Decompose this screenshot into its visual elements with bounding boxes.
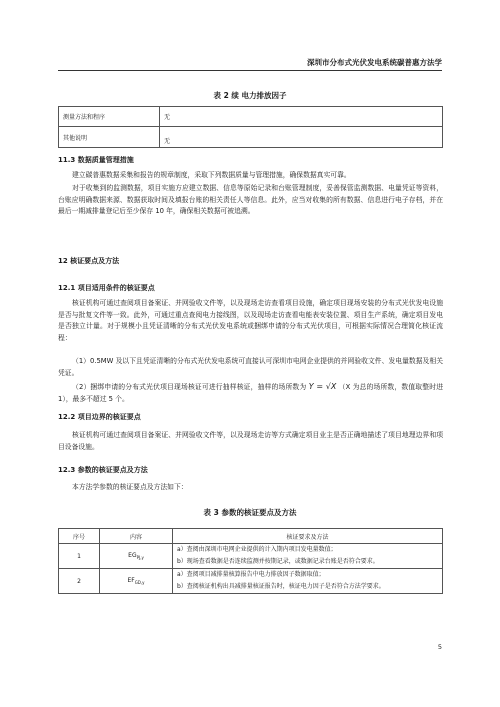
table-cell-key: 测量方法和程序 (59, 107, 160, 127)
section-12-heading: 12 核证要点及方法 (58, 257, 120, 265)
section-12-1-heading: 12.1 项目适用条件的核证要点 (58, 284, 155, 292)
table-row (59, 107, 443, 127)
page-number: 5 (437, 643, 442, 651)
table-cell-value: 无 (160, 107, 443, 127)
column-header-requirements: 核证要求及方法 (173, 529, 443, 544)
cell-parameter: $EF_{GD,y}$ (100, 569, 173, 594)
section-12-1-paragraph-2: （1）0.5MW 及以下且凭证清晰的分布式光伏发电系统可直接认可深圳市电网企业提供的并网验收文件、发电量数据及相关凭证。 (58, 357, 443, 377)
section-12-1-paragraph-1: 核证机构可通过查阅项目备案证、并网验收文件等，以及现场走访查看项目设施，确定项目现场安装的分布式光伏发电设施是否与批复文件等一致。此外，可通过重点查阅电力接线图，以及现场走访查看电能表安装位置、项目生产系统，确定项目发电是否独立计量。对于规模小且凭证清晰的分布式光伏发电系统或捆绑申请的分布式光伏项目，可根据实际情况合理简化核证流程： (58, 299, 443, 342)
table2-caption: 表 2 续 电力排放因子 (213, 91, 287, 100)
column-header-content: 内容 (100, 529, 173, 544)
cell-parameter: $EG_{PJ,y}$ (100, 544, 173, 569)
sampling-formula: Y = √X (308, 382, 337, 391)
table3-caption: 表 3 参数的核证要点及方法 (203, 508, 297, 517)
section-12-3-heading: 12.3 参数的核证要点及方法 (58, 466, 148, 474)
running-header: 深圳市分布式光伏发电系统碳普惠方法学 (307, 58, 442, 67)
table-row (59, 127, 443, 148)
section-12-3-paragraph-1: 本方法学参数的核证要点及方法如下： (72, 483, 188, 491)
cell-requirements: a）查阅项目减排量核算报告中电力排放因子数据取值； b）查阅核证机构出具减排量核证报告时，核证电力因子是否符合方法学要求。 (173, 569, 443, 594)
table-cell-key: 其他说明 (59, 127, 160, 148)
table-cell-value: 无 (160, 127, 443, 148)
section-11-3-paragraph-2: 对于收集到的监测数据，项目实施方应建立数据、信息等原始记录和台账管理制度，妥善保管监测数据、电量凭证等资料，台账应明确数据来源、数据获取时间及填报台账的相关责任人等信息。此外，应当对收集的所有数据、信息进行电子存档，并在最后一期减排量登记后至少保存 10 年，确保相关数据可被追溯。 (58, 184, 443, 216)
cell-requirements: a）查阅由深圳市电网企业提供的计入期内项目发电量数值； b）现场查看数据是否连续监测并按期记录，或数据记录台账是否符合要求。 (173, 544, 443, 569)
table-row (59, 544, 443, 569)
section-12-1-paragraph-3: （2）捆绑申请的分布式光伏项目现场核证可进行抽样核证，抽样的场所数为 Y = √X （X 为总的场所数，数值取整时进 1），最多不超过 5 个。 (58, 382, 443, 403)
cell-number: 2 (59, 569, 100, 594)
table3 (58, 528, 443, 594)
table-header-row (59, 529, 443, 544)
section-11-3-paragraph-1: 建立碳普惠数据采集和报告的规章制度，采取下列数据质量与管理措施，确保数据真实可靠。 (72, 171, 351, 179)
cell-number: 1 (59, 544, 100, 569)
column-header-number: 序号 (59, 529, 100, 544)
section-12-2-paragraph-1: 核证机构可通过查阅项目备案证、并网验收文件等，以及现场走访等方式确定项目业主是否正确地描述了项目地理边界和项目设备设施。 (58, 431, 443, 451)
table2 (58, 106, 443, 148)
table-row (59, 569, 443, 594)
section-12-2-heading: 12.2 项目边界的核证要点 (58, 413, 141, 421)
header-rule (58, 70, 442, 71)
section-11-3-heading: 11.3 数据质量管理措施 (58, 156, 134, 164)
